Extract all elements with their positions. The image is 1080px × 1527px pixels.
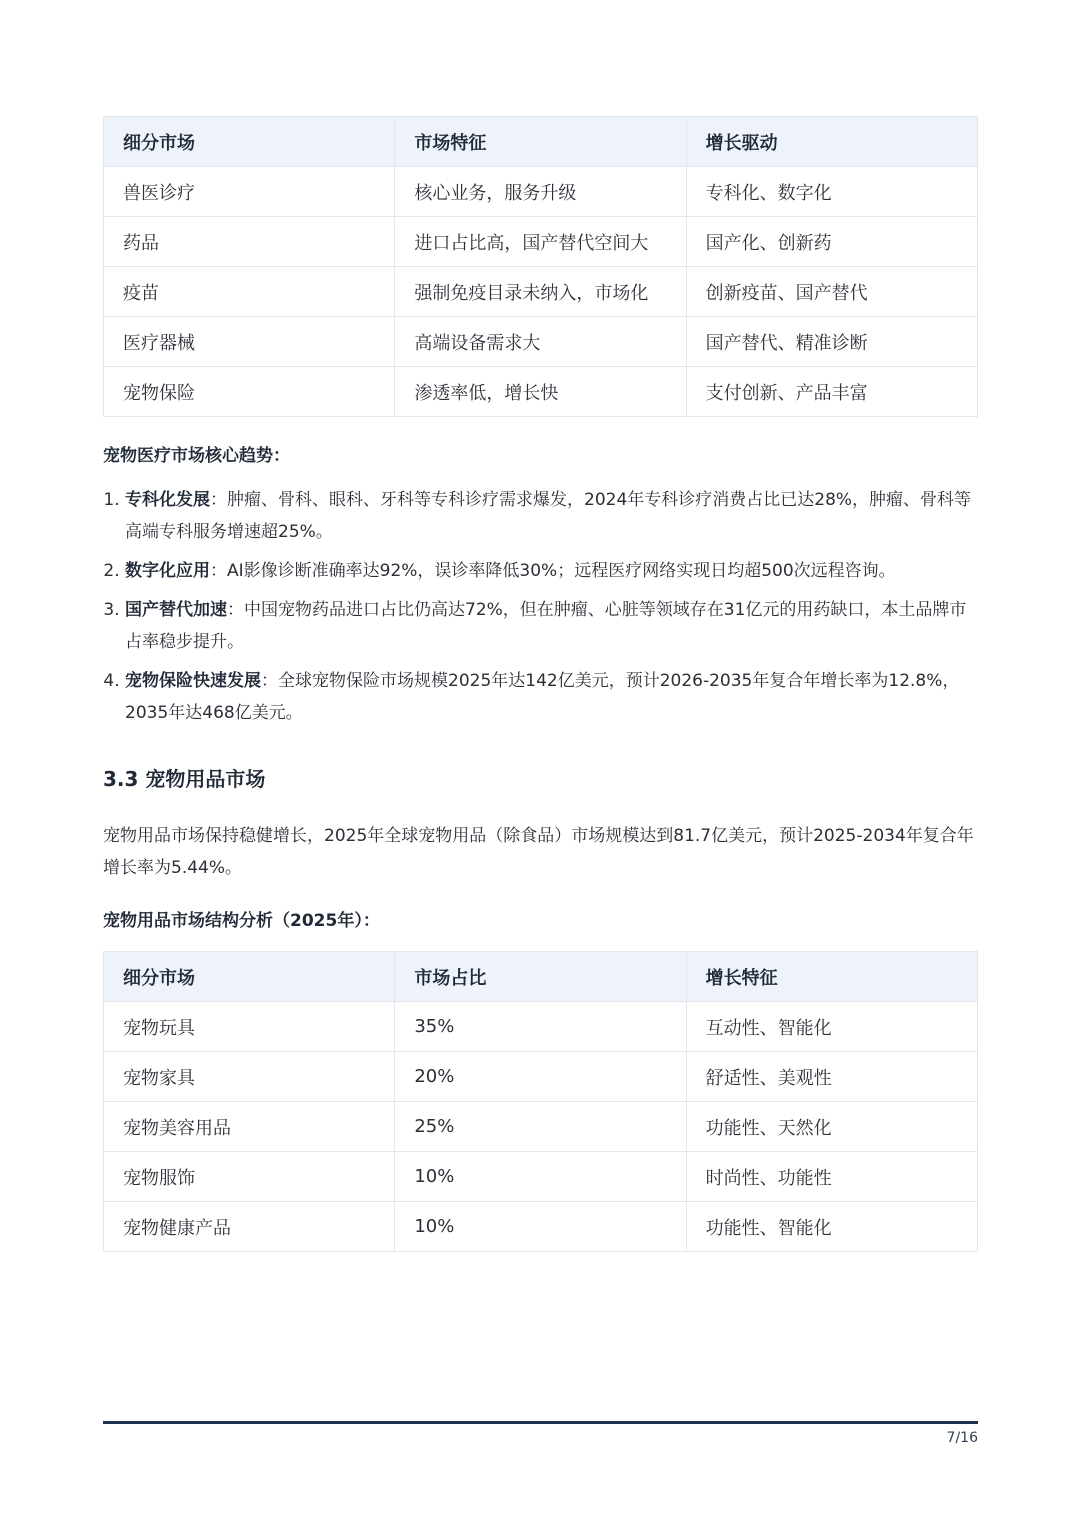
list-item	[125, 665, 978, 729]
column-header: 增长特征	[686, 952, 977, 1002]
supplies-market-table	[103, 951, 978, 1252]
table-cell: 医疗器械	[104, 317, 395, 367]
footer-divider	[103, 1421, 978, 1424]
trend-term: 国产替代加速	[125, 600, 227, 620]
table-cell: 宠物家具	[104, 1052, 395, 1102]
trends-title: 宠物医疗市场核心趋势：	[103, 446, 290, 466]
trends-list	[103, 484, 978, 729]
table-cell: 宠物服饰	[104, 1152, 395, 1202]
table-cell: 进口占比高，国产替代空间大	[395, 217, 686, 267]
table-cell: 功能性、天然化	[686, 1102, 977, 1152]
trend-term: 宠物保险快速发展	[125, 671, 261, 691]
table-cell: 35%	[395, 1002, 686, 1052]
table-row	[104, 1102, 978, 1152]
trend-term: 专科化发展	[125, 490, 210, 510]
trend-text: ：肿瘤、骨科、眼科、牙科等专科诊疗需求爆发，2024年专科诊疗消费占比已达28%，肿瘤、骨科等高端专科服务增速超25%。	[125, 490, 972, 542]
trend-text: ：AI影像诊断准确率达92%，误诊率降低30%；远程医疗网络实现日均超500次远程咨询。	[210, 561, 896, 581]
table-row	[104, 367, 978, 417]
table-row	[104, 1202, 978, 1252]
table-cell: 核心业务，服务升级	[395, 167, 686, 217]
table-header-row	[104, 117, 978, 167]
table-cell: 高端设备需求大	[395, 317, 686, 367]
table-cell: 20%	[395, 1052, 686, 1102]
table-cell: 10%	[395, 1202, 686, 1252]
medical-market-table	[103, 116, 978, 417]
table-row	[104, 267, 978, 317]
page-content	[103, 116, 978, 1252]
table-cell: 创新疫苗、国产替代	[686, 267, 977, 317]
section-paragraph: 宠物用品市场保持稳健增长，2025年全球宠物用品（除食品）市场规模达到81.7亿美元，预计2025-2034年复合年增长率为5.44%。	[103, 826, 974, 878]
table-cell: 强制免疫目录未纳入，市场化	[395, 267, 686, 317]
table-cell: 功能性、智能化	[686, 1202, 977, 1252]
table-cell: 国产化、创新药	[686, 217, 977, 267]
column-header: 细分市场	[104, 117, 395, 167]
column-header: 市场占比	[395, 952, 686, 1002]
table-cell: 药品	[104, 217, 395, 267]
table-row	[104, 1002, 978, 1052]
column-header: 市场特征	[395, 117, 686, 167]
table-row	[104, 1152, 978, 1202]
page-number: 7/16	[946, 1430, 978, 1446]
table-label: 宠物用品市场结构分析（2025年）：	[103, 911, 380, 931]
list-item	[125, 555, 978, 587]
table-cell: 支付创新、产品丰富	[686, 367, 977, 417]
table-cell: 渗透率低，增长快	[395, 367, 686, 417]
column-header: 增长驱动	[686, 117, 977, 167]
list-item	[125, 484, 978, 548]
column-header: 细分市场	[104, 952, 395, 1002]
table-cell: 宠物保险	[104, 367, 395, 417]
table-cell: 舒适性、美观性	[686, 1052, 977, 1102]
table-row	[104, 217, 978, 267]
section-heading: 3.3 宠物用品市场	[103, 767, 266, 791]
table-cell: 25%	[395, 1102, 686, 1152]
table-header-row	[104, 952, 978, 1002]
table-cell: 宠物玩具	[104, 1002, 395, 1052]
table-row	[104, 167, 978, 217]
trend-text: ：全球宠物保险市场规模2025年达142亿美元，预计2026-2035年复合年增长率为12.8%，2035年达468亿美元。	[125, 671, 960, 723]
table-cell: 10%	[395, 1152, 686, 1202]
table-row	[104, 317, 978, 367]
trend-term: 数字化应用	[125, 561, 210, 581]
table-cell: 互动性、智能化	[686, 1002, 977, 1052]
table-cell: 宠物健康产品	[104, 1202, 395, 1252]
table-cell: 宠物美容用品	[104, 1102, 395, 1152]
trend-text: ：中国宠物药品进口占比仍高达72%，但在肿瘤、心脏等领域存在31亿元的用药缺口，本土品牌市占率稳步提升。	[125, 600, 967, 652]
table-cell: 国产替代、精准诊断	[686, 317, 977, 367]
table-row	[104, 1052, 978, 1102]
table-cell: 时尚性、功能性	[686, 1152, 977, 1202]
table-cell: 兽医诊疗	[104, 167, 395, 217]
table-cell: 疫苗	[104, 267, 395, 317]
table-cell: 专科化、数字化	[686, 167, 977, 217]
list-item	[125, 594, 978, 658]
